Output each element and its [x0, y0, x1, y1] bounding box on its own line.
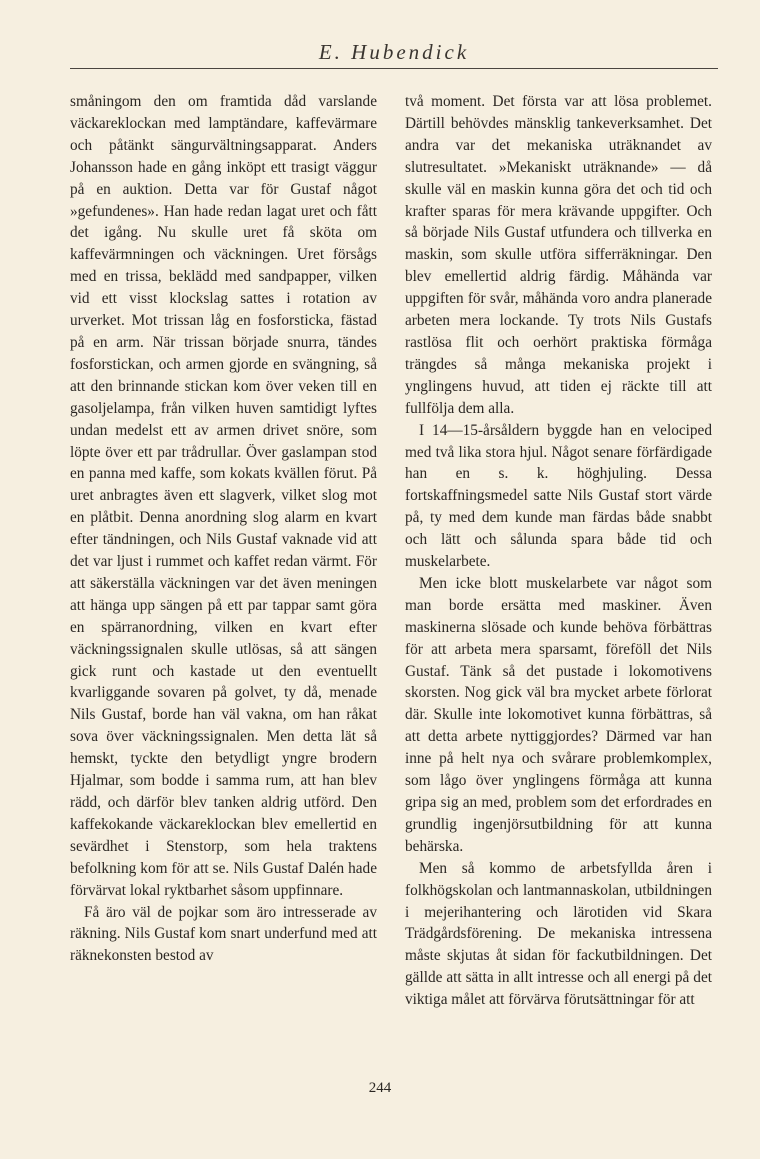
page-number: 244: [368, 1080, 392, 1096]
paragraph: två moment. Det första var att lösa problemet. Därtill behövdes mänsklig tankeverksamhet. Det andra var det mekaniska uträknandet av slutresultatet. »Mekaniskt uträknande» — då skulle väl en maskin kunna göra det och tid och krafter sparas för mera krävande uppgifter. Och så började Nils Gustaf utfundera och tillverka en maskin, som skulle utföra sifferräkningar. Den blev emellertid aldrig färdig. Måhända var uppgiften för svår, måhända voro andra planerade arbeten mera lockande. Ty trots Nils Gustafs rastlösa flit och oerhört praktiska förmåga trängdes så många mekaniska projekt i ynglingens huvud, att tiden ej räckte till att fullfölja dem alla.: [405, 93, 712, 417]
paragraph: Men icke blott muskelarbete var något som man borde ersätta med maskiner. Även maskinerna slösade och kunde behöva förbättras för att arbeta mera sparsamt, föreföll det Nils Gustaf. Tänk så det pustade i lokomotivens skorsten. Nog gick väl bra mycket arbete förlorat där. Skulle inte lokomotivet kunna förbättras, så att detta arbete nyttiggjordes? Därmed var han inne på helt nya och svårare problemkomplex, som lågo över ynglingens förmåga att kunna gripa sig an med, problem som det erfordrades en grundlig ingenjörsutbildning för att kunna behärska.: [405, 574, 712, 855]
header-rule: [70, 68, 718, 69]
paragraph: Få äro väl de pojkar som äro intresserade av räkning. Nils Gustaf kom snart underfund med att räknekonsten bestod av: [70, 903, 377, 965]
paragraph: småningom den om framtida dåd varslande väckareklockan med lamptändare, kaffevärmare och påtänkt sängurvältningsapparat. Anders Johansson hade en gång inköpt ett trasigt väggur på en auktion. Detta var för Gustaf något »gefundenes». Han hade redan lagat uret och fått det igång. Nu skulle uret få sköta om kaffevärmningen och väckningen. Uret försågs med en trissa, beklädd med sandpapper, vilken vid ett visst klockslag sattes i rotation av urverket. Mot trissan låg en fosforsticka, fästad på en arm. När trissan började snurra, tändes fosforstickan, och armen gjorde en svängning, så att den brinnande stickan kom över veken till en gasoljelampa, från vilken huven samtidigt lyftes undan medelst ett av armen drivet snöre, som löpte över ett par trådrullar. Över gaslampan stod en panna med kaffe, som kokats kvällen förut. På uret anbragtes även ett slagverk, vilket slog mot en plåtbit. Denna anordning slog alarm en kvart efter tändningen, och Nils Gustaf vaknade vid att det var ljust i rummet och kaffet redan värmt. För att säkerställa väckningen var det även meningen att hänga upp sängen på ett par tappar samt göra en spärranordning, vilken en kvart efter väckningssignalen skulle utlösas, så att sängen gick runt och kastade ut den eventuellt kvarliggande sovaren på golvet, ty då, menade Nils Gustaf, borde han väl vakna, om han råkat sova över väckningssignalen. Men detta lät så hemskt, tyckte den betydligt yngre brodern Hjalmar, som bodde i samma rum, att han blev rädd, och därför blev tanken aldrig utförd. Den kaffekokande väckareklockan blev emellertid en sevärdhet i Stenstorp, som hela traktens befolkning kom för att se. Nils Gustaf Dalén hade förvärvat lokal ryktbarhet såsom uppfinnare.: [70, 93, 377, 899]
right-column: [405, 91, 712, 1011]
paragraph: Men så kommo de arbetsfyllda åren i folkhögskolan och lantmannaskolan, utbildningen i mejerihantering och lärotiden vid Skara Trädgårdsförening. De mekaniska intressena måste skjutas åt sidan för fackutbildningen. Det gällde att sätta in allt intresse och all energi på det viktiga målet att förvärva förutsättningar för att: [405, 859, 712, 1009]
paragraph: I 14—15-årsåldern byggde han en velociped med två lika stora hjul. Något senare förfärdigade han en s. k. höghjuling. Dessa fortskaffningsmedel satte Nils Gustaf stort värde på, ty med dem kunde man färdas både snabbt och lätt och sålunda spara både tid och muskelarbete.: [405, 421, 712, 571]
left-column: [70, 91, 377, 967]
running-header: E. Hubendick: [318, 40, 470, 64]
